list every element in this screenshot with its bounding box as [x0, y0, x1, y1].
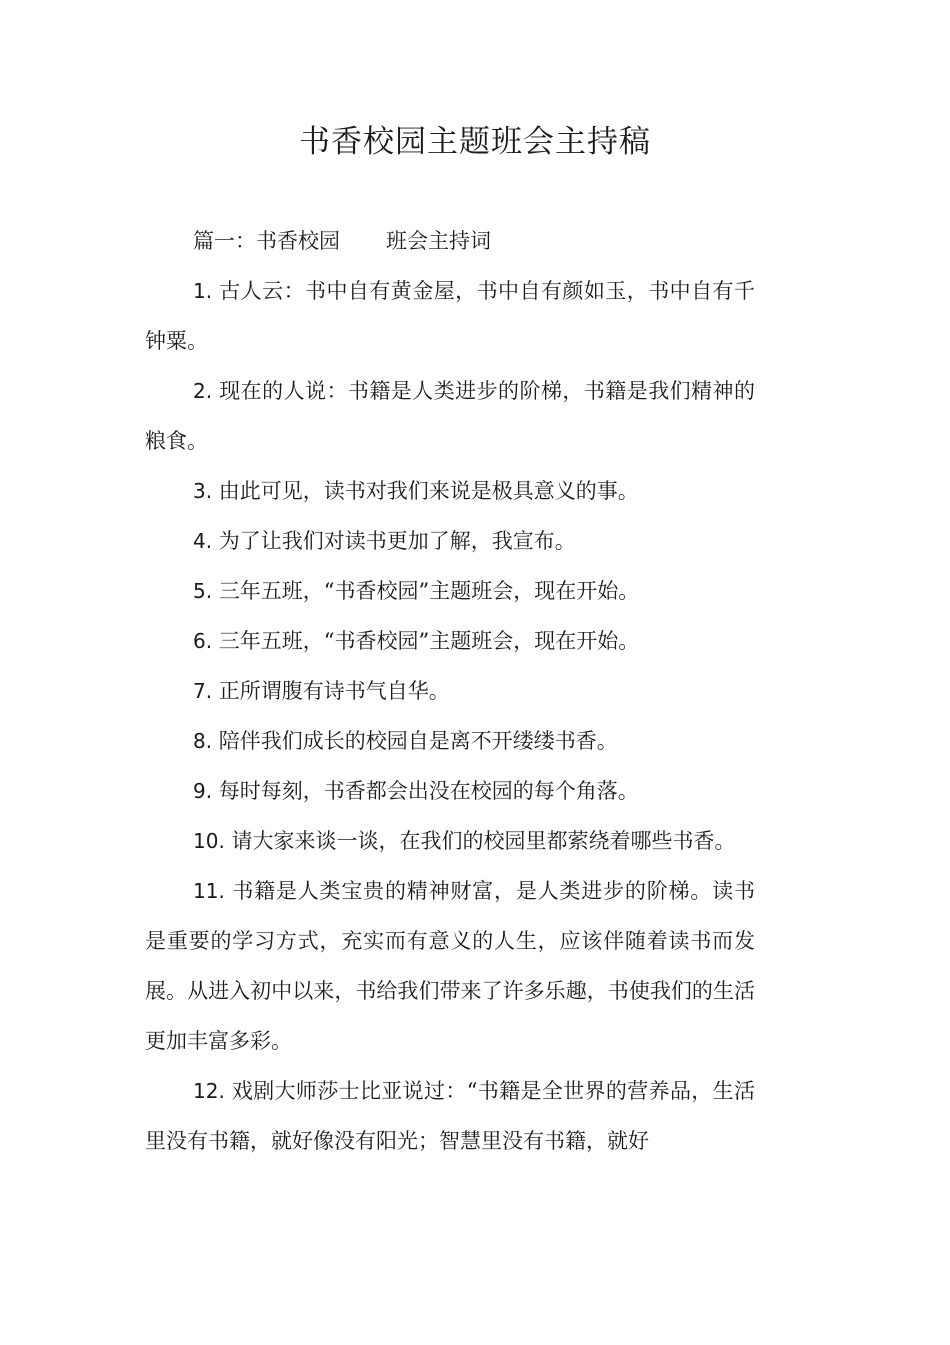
item-text: 每时每刻，书香都会出没在校园的每个角落。: [218, 779, 639, 803]
subtitle-right: 班会主持词: [386, 229, 491, 253]
document-title: 书香校园主题班会主持稿: [299, 124, 651, 160]
item-number: 3.: [193, 479, 213, 503]
subtitle-left: 篇一：书香校园: [193, 229, 340, 253]
item-number: 4.: [193, 529, 213, 553]
item-number: 1.: [193, 279, 213, 303]
item-number: 6.: [193, 629, 213, 653]
item-number: 11.: [193, 879, 225, 903]
list-item: [145, 816, 755, 866]
list-item: [145, 666, 755, 716]
list-item: [145, 716, 755, 766]
list-item: [145, 266, 755, 366]
item-number: 5.: [193, 579, 213, 603]
list-item: [145, 366, 755, 466]
list-item: [145, 466, 755, 516]
list-item: [145, 1066, 755, 1166]
item-number: 12.: [193, 1079, 225, 1103]
item-number: 2.: [193, 379, 213, 403]
item-number: 7.: [193, 679, 213, 703]
list-item: [145, 866, 755, 1066]
item-text: 现在的人说：书籍是人类进步的阶梯，书籍是我们精神的粮食。: [145, 379, 755, 453]
item-text: 戏剧大师莎士比亚说过：“书籍是全世界的营养品，生活里没有书籍，就好像没有阳光；智慧里没有书籍，就好: [145, 1079, 755, 1153]
list-item: [145, 616, 755, 666]
item-text: 古人云：书中自有黄金屋，书中自有颜如玉，书中自有千钟粟。: [145, 279, 755, 353]
item-text: 陪伴我们成长的校园自是离不开缕缕书香。: [218, 729, 618, 753]
item-text: 为了让我们对读书更加了解，我宣布。: [218, 529, 576, 553]
item-number: 10.: [193, 829, 225, 853]
section-subtitle: [145, 216, 755, 266]
item-text: 请大家来谈一谈，在我们的校园里都萦绕着哪些书香。: [231, 829, 736, 853]
item-text: 由此可见，读书对我们来说是极具意义的事。: [218, 479, 639, 503]
list-item: [145, 766, 755, 816]
list-item: [145, 516, 755, 566]
item-number: 9.: [193, 779, 213, 803]
item-text: 三年五班，“书香校园”主题班会，现在开始。: [218, 579, 640, 603]
item-number: 8.: [193, 729, 213, 753]
list-item: [145, 566, 755, 616]
document-body: [145, 216, 755, 1166]
item-text: 正所谓腹有诗书气自华。: [218, 679, 450, 703]
item-text: 书籍是人类宝贵的精神财富，是人类进步的阶梯。读书是重要的学习方式，充实而有意义的人生，应该伴随着读书而发展。从进入初中以来，书给我们带来了许多乐趣，书使我们的生活更加丰富多彩。: [145, 879, 755, 1053]
item-text: 三年五班，“书香校园”主题班会，现在开始。: [218, 629, 640, 653]
